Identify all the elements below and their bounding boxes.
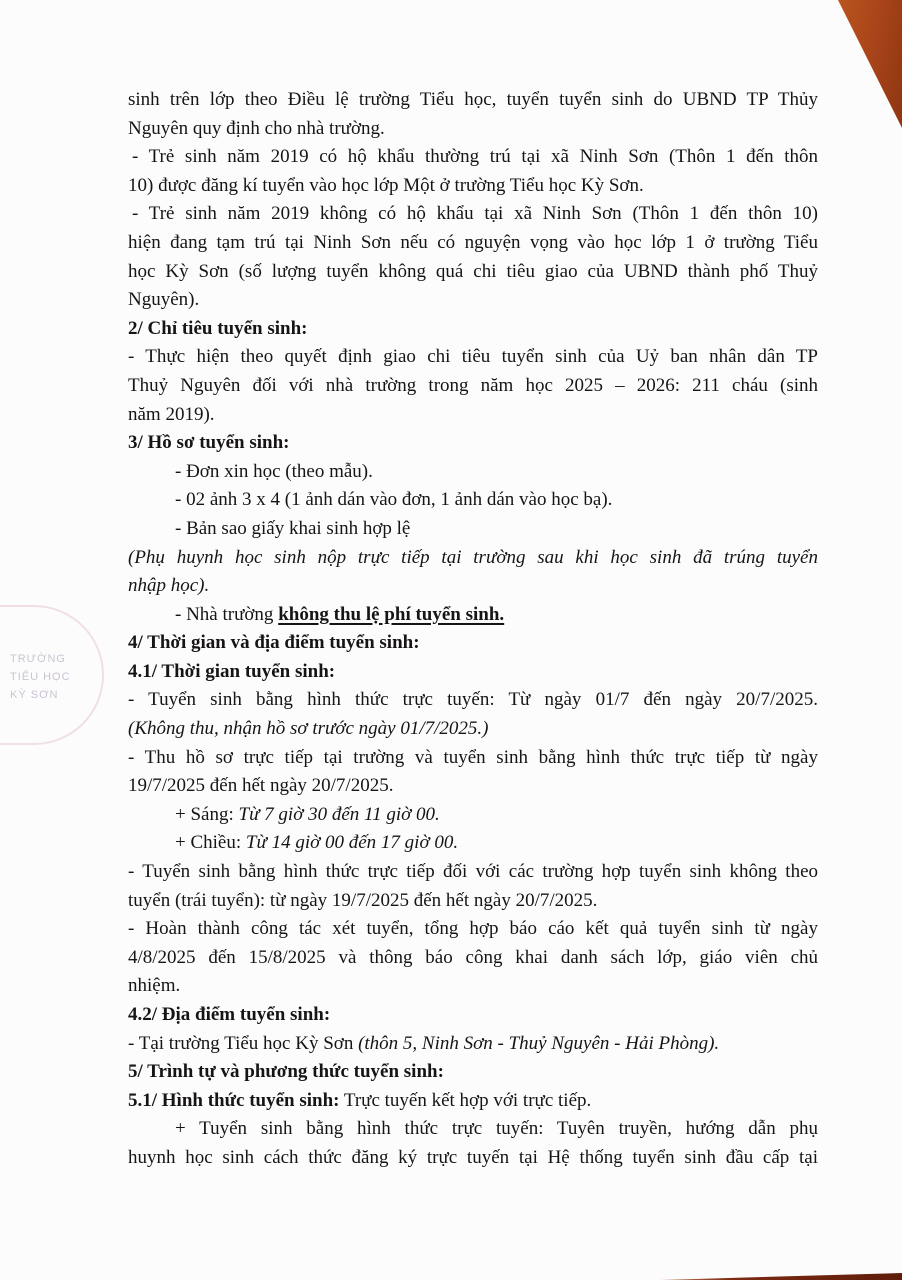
- school-seal-stamp: [0, 605, 104, 745]
- bullet-line: + Tuyển sinh bằng hình thức trực tuyến: Tuyên truyền, hướng dẫn phụ: [175, 1118, 818, 1140]
- paragraph-line: năm 2019).: [128, 403, 215, 425]
- paragraph-line: sinh trên lớp theo Điều lệ trường Tiểu học, tuyển tuyển sinh do UBND TP Thủy: [128, 89, 818, 110]
- schedule-morning: [128, 801, 818, 830]
- bullet-line: - Trẻ sinh năm 2019 không có hộ khẩu tại xã Ninh Sơn (Thôn 1 đến thôn 10): [132, 203, 818, 225]
- paragraph-line: 4/8/2025 đến 15/8/2025 và thông báo công khai danh sách lớp, giáo viên chủ: [128, 946, 818, 968]
- method-text: Trực tuyến kết hợp với trực tiếp.: [339, 1089, 592, 1111]
- paragraph-line: học Kỳ Sơn (số lượng tuyển không quá chi tiêu giao của UBND thành phố Thuỷ: [128, 260, 818, 282]
- stamp-line: TRƯỜNG: [10, 653, 66, 665]
- section-heading-5-1: 5.1/ Hình thức tuyển sinh:: [128, 1089, 340, 1111]
- morning-hours: Từ 7 giờ 30 đến 11 giờ 00.: [238, 803, 440, 825]
- section-heading-2: 2/ Chỉ tiêu tuyển sinh:: [128, 317, 308, 339]
- location-line: [128, 1030, 818, 1059]
- afternoon-label: + Chiều:: [175, 832, 246, 854]
- paragraph-line: 19/7/2025 đến hết ngày 20/7/2025.: [128, 775, 394, 797]
- paragraph-line: hiện đang tạm trú tại Ninh Sơn nếu có nguyện vọng vào học lớp 1 ở trường Tiểu: [128, 231, 818, 253]
- stamp-line: TIỂU HỌC: [10, 671, 71, 683]
- list-item: - Đơn xin học (theo mẫu).: [175, 460, 373, 482]
- afternoon-hours: Từ 14 giờ 00 đến 17 giờ 00.: [245, 832, 459, 854]
- paragraph-line: Thuỷ Nguyên đối với nhà trường trong năm học 2025 – 2026: 211 cháu (sinh: [128, 374, 818, 396]
- list-item: - 02 ảnh 3 x 4 (1 ảnh dán vào đơn, 1 ảnh dán vào học bạ).: [175, 489, 613, 511]
- paragraph-line: nhiệm.: [128, 975, 181, 997]
- paragraph-line: Nguyên).: [128, 289, 200, 311]
- list-item: - Bản sao giấy khai sinh hợp lệ: [175, 517, 411, 539]
- wooden-table-corner: [838, 0, 902, 128]
- italic-note: (Phụ huynh học sinh nộp trực tiếp tại trường sau khi học sinh đã trúng tuyển: [128, 546, 818, 568]
- paragraph-line: huynh học sinh cách thức đăng ký trực tuyến tại Hệ thống tuyển sinh đầu cấp tại: [128, 1146, 818, 1168]
- location-address: (thôn 5, Ninh Sơn - Thuỷ Nguyên - Hải Phòng).: [358, 1032, 720, 1054]
- paragraph-line: tuyển (trái tuyển): từ ngày 19/7/2025 đến hết ngày 20/7/2025.: [128, 889, 598, 911]
- paragraph-line: 10) được đăng kí tuyển vào học lớp Một ở trường Tiểu học Kỳ Sơn.: [128, 174, 644, 196]
- list-item-fee: [128, 601, 818, 630]
- section-heading-5: 5/ Trình tự và phương thức tuyển sinh:: [128, 1061, 444, 1083]
- schedule-afternoon: [128, 829, 818, 858]
- italic-note: (Không thu, nhận hồ sơ trước ngày 01/7/2025.): [128, 718, 489, 740]
- morning-label: + Sáng:: [175, 803, 239, 825]
- bullet-line: - Tuyển sinh bằng hình thức trực tuyến: Từ ngày 01/7 đến ngày 20/7/2025.: [128, 689, 818, 711]
- section-5-1-line: [128, 1087, 818, 1116]
- section-heading-4: 4/ Thời gian và địa điểm tuyển sinh:: [128, 632, 420, 654]
- section-heading-4-1: 4.1/ Thời gian tuyển sinh:: [128, 660, 336, 682]
- bullet-line: - Hoàn thành công tác xét tuyển, tổng hợp báo cáo kết quả tuyển sinh từ ngày: [128, 918, 818, 940]
- italic-note: nhập học).: [128, 575, 210, 597]
- document-body: [128, 86, 818, 1173]
- paragraph-line: Nguyên quy định cho nhà trường.: [128, 117, 385, 139]
- section-heading-4-2: 4.2/ Địa điểm tuyển sinh:: [128, 1004, 331, 1025]
- fee-prefix: - Nhà trường: [175, 603, 279, 625]
- bullet-line: - Trẻ sinh năm 2019 có hộ khẩu thường trú tại xã Ninh Sơn (Thôn 1 đến thôn: [132, 146, 818, 168]
- bullet-line: - Thu hồ sơ trực tiếp tại trường và tuyển sinh bằng hình thức trực tiếp từ ngày: [128, 746, 818, 768]
- section-heading-3: 3/ Hồ sơ tuyển sinh:: [128, 432, 290, 454]
- bullet-line: - Tuyển sinh bằng hình thức trực tiếp đối với các trường hợp tuyển sinh không theo: [128, 861, 818, 883]
- wooden-table-edge: [660, 1273, 902, 1280]
- no-fee-notice: không thu lệ phí tuyển sinh.: [278, 603, 505, 625]
- stamp-line: KỲ SƠN: [10, 689, 59, 701]
- location-prefix: - Tại trường Tiểu học Kỳ Sơn: [128, 1032, 359, 1054]
- bullet-line: - Thực hiện theo quyết định giao chi tiêu tuyển sinh của Uỷ ban nhân dân TP: [128, 346, 818, 368]
